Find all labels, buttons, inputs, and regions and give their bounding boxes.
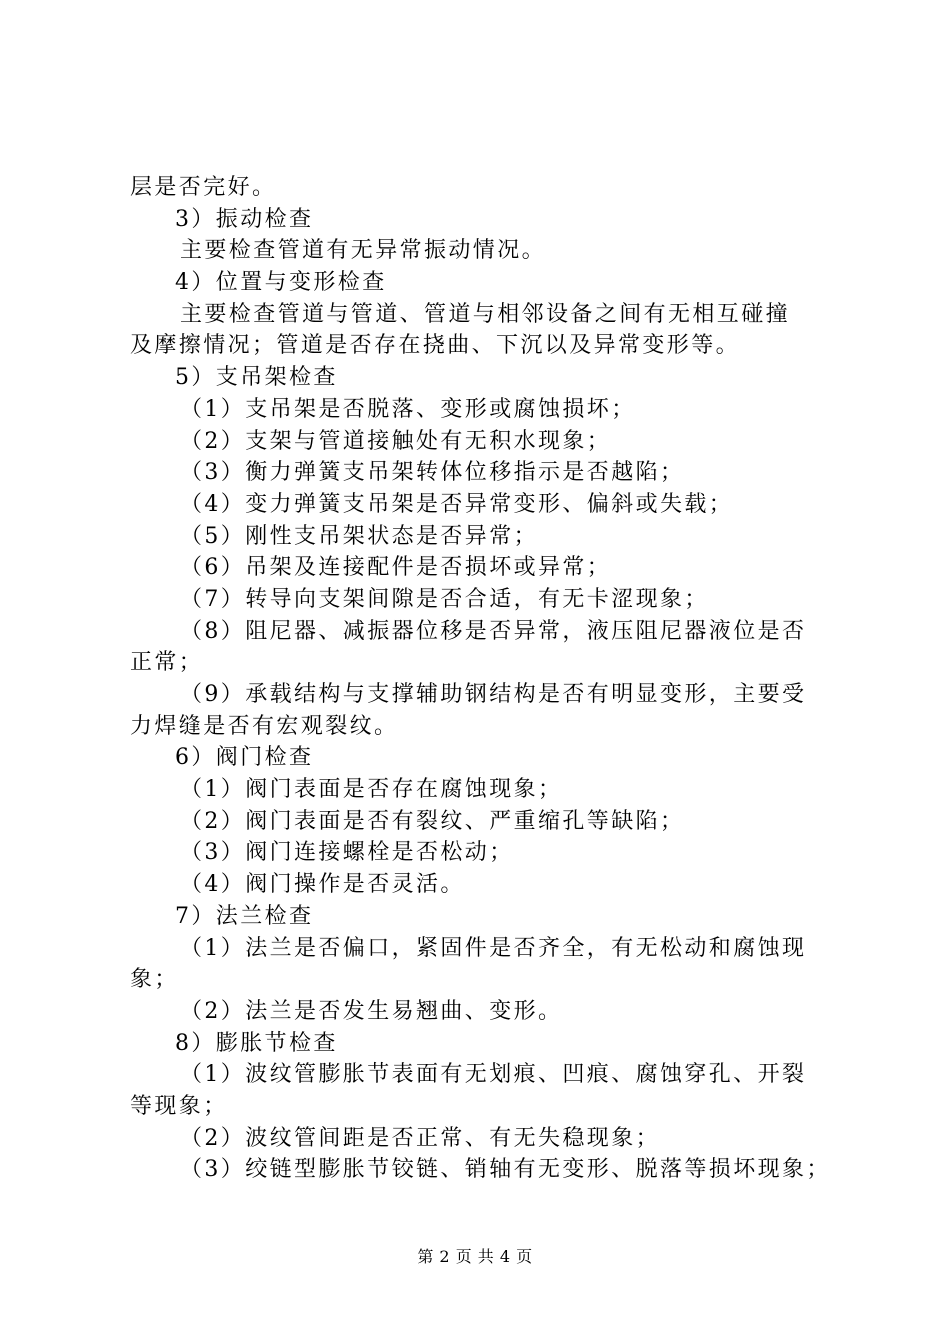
list-item: （9）承载结构与支撑辅助钢结构是否有明显变形，主要受 [180, 682, 807, 707]
list-item: （2）阀门表面是否有裂纹、严重缩孔等缺陷； [180, 808, 685, 834]
page-number-footer: 第 2 页 共 4 页 [417, 1247, 533, 1266]
text-line: 及摩擦情况；管道是否存在挠曲、下沉以及异常变形等。 [130, 333, 741, 359]
list-item: （2）支架与管道接触处有无积水现象； [180, 428, 612, 454]
list-item: （5）刚性支吊架状态是否异常； [180, 523, 538, 549]
text-line: 力焊缝是否有宏观裂纹。 [130, 713, 399, 739]
section-heading: 7）法兰检查 [175, 903, 314, 929]
list-item: （3）绞链型膨胀节铰链、销轴有无变形、脱落等损坏现象； [180, 1157, 831, 1183]
section-heading: 5）支吊架检查 [175, 365, 338, 391]
list-item: （6）吊架及连接配件是否损坏或异常； [180, 555, 612, 581]
list-item: （3）阀门连接螺栓是否松动； [180, 840, 514, 866]
section-heading: 4）位置与变形检查 [175, 270, 387, 296]
list-item: （7）转导向支架间隙是否合适，有无卡涩现象； [180, 586, 709, 612]
section-heading: 6）阀门检查 [175, 745, 314, 771]
text-line: 层是否完好。 [130, 175, 277, 200]
document-body [130, 172, 835, 1186]
list-item: （2）波纹管间距是否正常、有无失稳现象； [180, 1125, 660, 1151]
list-item: （1）法兰是否偏口，紧固件是否齐全，有无松动和腐蚀现 [180, 935, 807, 961]
list-item: （1）阀门表面是否存在腐蚀现象； [180, 777, 563, 803]
text-line: 正常； [130, 650, 204, 676]
section-heading: 3）振动检查 [175, 206, 314, 232]
text-line: 等现象； [130, 1093, 228, 1119]
list-item: （1）支吊架是否脱落、变形或腐蚀损坏； [180, 396, 636, 422]
list-item: （3）衡力弹簧支吊架转体位移指示是否越陷； [180, 460, 685, 486]
list-item: （4）阀门操作是否灵活。 [180, 872, 465, 898]
text-line: 主要检查管道有无异常振动情况。 [180, 238, 547, 264]
list-item: （8）阻尼器、减振器位移是否异常，液压阻尼器液位是否 [180, 618, 807, 644]
list-item: （4）变力弹簧支吊架是否异常变形、偏斜或失载； [180, 491, 734, 517]
list-item: （1）波纹管膨胀节表面有无划痕、凹痕、腐蚀穿孔、开裂 [180, 1062, 807, 1088]
text-line: 象； [130, 967, 179, 993]
list-item: （2）法兰是否发生易翘曲、变形。 [180, 998, 563, 1024]
text-line: 主要检查管道与管道、管道与相邻设备之间有无相互碰撞 [180, 301, 791, 327]
section-heading: 8）膨胀节检查 [175, 1030, 338, 1056]
